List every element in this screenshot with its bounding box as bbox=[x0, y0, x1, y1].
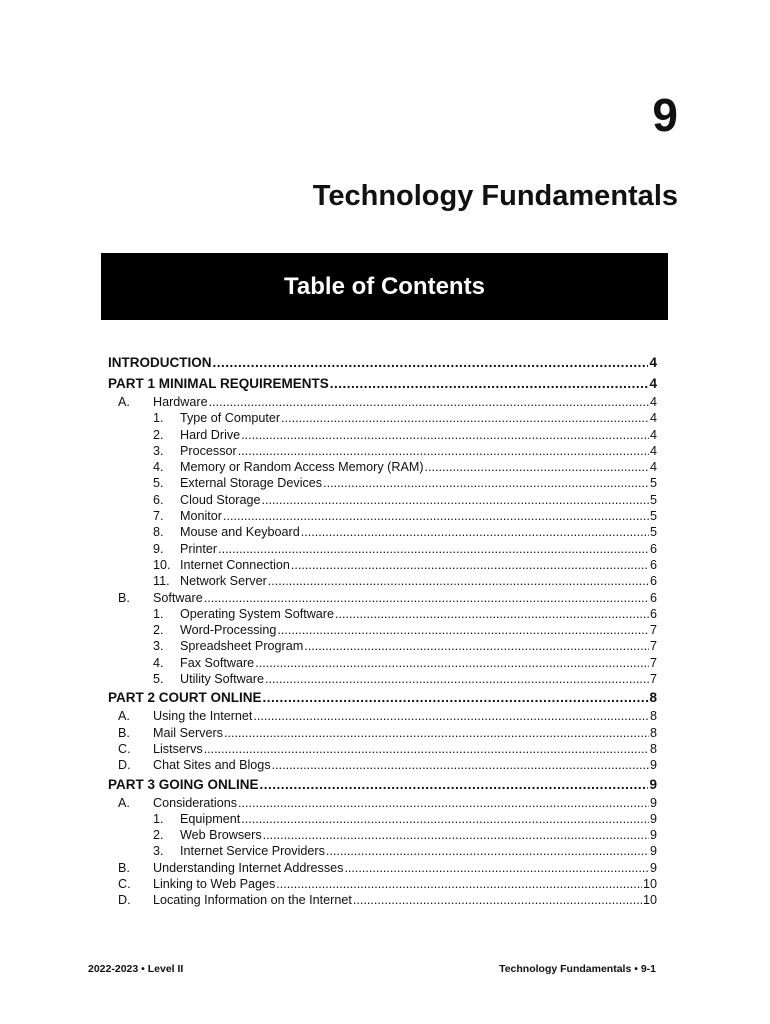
toc-entry-number: 3. bbox=[153, 639, 164, 654]
toc-dot-leader bbox=[263, 687, 649, 708]
toc-entry-page: 9 bbox=[649, 776, 657, 792]
toc-entry-page: 4 bbox=[649, 355, 657, 370]
toc-entry[interactable] bbox=[108, 687, 657, 708]
toc-entry-number: 2. bbox=[153, 828, 164, 843]
toc-dot-leader bbox=[204, 590, 649, 606]
toc-entry-label: Spreadsheet Program bbox=[180, 639, 304, 654]
toc-dot-leader bbox=[277, 622, 649, 638]
toc-entry-page: 9 bbox=[649, 844, 657, 859]
toc-dot-leader bbox=[265, 671, 649, 687]
toc-entry-label: Understanding Internet Addresses bbox=[153, 860, 344, 875]
toc-entry-label: Locating Information on the Internet bbox=[153, 893, 352, 908]
chapter-number: 9 bbox=[652, 89, 678, 141]
toc-entry[interactable] bbox=[108, 892, 657, 908]
toc-dot-leader bbox=[330, 373, 649, 394]
toc-dot-leader bbox=[291, 557, 649, 573]
toc-entry-page: 5 bbox=[649, 476, 657, 491]
toc-entry-page: 9 bbox=[649, 860, 657, 875]
toc-entry-page: 7 bbox=[649, 672, 657, 687]
toc-entry-label: Operating System Software bbox=[180, 606, 334, 621]
toc-entry-page: 9 bbox=[649, 828, 657, 843]
toc-dot-leader bbox=[344, 860, 649, 876]
toc-entry-page: 8 bbox=[649, 725, 657, 740]
toc-entry-label: INTRODUCTION bbox=[108, 355, 212, 370]
toc-entry-label: Network Server bbox=[180, 574, 267, 589]
toc-entry-number: 4. bbox=[153, 655, 164, 670]
toc-entry-number: B. bbox=[118, 725, 130, 740]
toc-dot-leader bbox=[241, 427, 649, 443]
toc-entry-label: Chat Sites and Blogs bbox=[153, 758, 271, 773]
toc-entry-label: PART 1 MINIMAL REQUIREMENTS bbox=[108, 376, 329, 391]
toc-entry-label: Type of Computer bbox=[180, 411, 281, 426]
toc-dot-leader bbox=[353, 892, 642, 908]
chapter-title: Technology Fundamentals bbox=[312, 180, 678, 212]
toc-entry-page: 9 bbox=[649, 811, 657, 826]
toc-entry-page: 10 bbox=[642, 877, 657, 892]
toc-entry-number: C. bbox=[118, 741, 131, 756]
toc-entry-page: 8 bbox=[649, 690, 657, 706]
toc-entry-number: 10. bbox=[153, 557, 171, 572]
toc-entry-page: 7 bbox=[649, 655, 657, 670]
toc-entry-label: Memory or Random Access Memory (RAM) bbox=[180, 460, 424, 475]
toc-entry-label: Internet Service Providers bbox=[180, 844, 325, 859]
toc-entry-page: 9 bbox=[649, 758, 657, 773]
toc-entry-page: 5 bbox=[649, 492, 657, 507]
toc-entry[interactable] bbox=[108, 795, 657, 811]
toc-entry-page: 9 bbox=[649, 795, 657, 810]
toc-entry[interactable] bbox=[108, 443, 657, 459]
toc-entry-label: Internet Connection bbox=[180, 557, 290, 572]
toc-entry-label: Considerations bbox=[153, 795, 238, 810]
toc-entry[interactable] bbox=[108, 811, 657, 827]
toc-entry[interactable] bbox=[108, 492, 657, 508]
toc-dot-leader bbox=[218, 541, 649, 557]
toc-dot-leader bbox=[272, 757, 649, 773]
toc-entry[interactable] bbox=[108, 876, 657, 892]
toc-dot-leader bbox=[276, 876, 642, 892]
toc-entry-number: D. bbox=[118, 893, 131, 908]
toc-entry-number: 3. bbox=[153, 443, 164, 458]
toc-entry-number: 2. bbox=[153, 623, 164, 638]
toc-entry[interactable] bbox=[108, 557, 657, 573]
toc-entry-page: 8 bbox=[649, 741, 657, 756]
toc-entry[interactable] bbox=[108, 655, 657, 671]
toc-entry-label: Hard Drive bbox=[180, 427, 241, 442]
toc-entry-number: 7. bbox=[153, 509, 164, 524]
toc-entry-number: 5. bbox=[153, 476, 164, 491]
toc-entry-number: B. bbox=[118, 860, 130, 875]
toc-dot-leader bbox=[241, 811, 649, 827]
toc-entry[interactable] bbox=[108, 459, 657, 475]
toc-entry-label: PART 2 COURT ONLINE bbox=[108, 690, 262, 706]
table-of-contents bbox=[108, 352, 657, 909]
toc-entry[interactable] bbox=[108, 541, 657, 557]
toc-dot-leader bbox=[281, 410, 649, 426]
toc-entry-number: 8. bbox=[153, 525, 164, 540]
toc-dot-leader bbox=[323, 475, 649, 491]
toc-entry-label: Word-Processing bbox=[180, 623, 277, 638]
toc-entry-label: Using the Internet bbox=[153, 709, 253, 724]
toc-entry-page: 4 bbox=[649, 411, 657, 426]
toc-entry[interactable] bbox=[108, 475, 657, 491]
toc-dot-leader bbox=[238, 795, 649, 811]
toc-entry-number: 1. bbox=[153, 811, 164, 826]
toc-entry[interactable] bbox=[108, 622, 657, 638]
toc-entry-label: Linking to Web Pages bbox=[153, 877, 276, 892]
toc-entry[interactable] bbox=[108, 860, 657, 876]
toc-entry-label: Utility Software bbox=[180, 672, 264, 687]
toc-entry[interactable] bbox=[108, 757, 657, 773]
toc-dot-leader bbox=[301, 524, 649, 540]
toc-dot-leader bbox=[425, 459, 649, 475]
toc-entry-label: Monitor bbox=[180, 509, 222, 524]
toc-dot-leader bbox=[209, 394, 649, 410]
toc-entry[interactable] bbox=[108, 725, 657, 741]
toc-dot-leader bbox=[204, 741, 649, 757]
toc-entry[interactable] bbox=[108, 373, 657, 394]
toc-entry-number: 9. bbox=[153, 541, 164, 556]
toc-entry-number: 6. bbox=[153, 492, 164, 507]
toc-entry-label: Printer bbox=[180, 541, 218, 556]
toc-entry[interactable] bbox=[108, 741, 657, 757]
toc-entry-label: Mouse and Keyboard bbox=[180, 525, 300, 540]
toc-entry[interactable] bbox=[108, 638, 657, 654]
toc-dot-leader bbox=[224, 725, 649, 741]
toc-entry[interactable] bbox=[108, 774, 657, 795]
toc-entry-label: Software bbox=[153, 590, 203, 605]
toc-entry-page: 5 bbox=[649, 509, 657, 524]
toc-entry-label: Hardware bbox=[153, 395, 208, 409]
toc-entry-number: 5. bbox=[153, 672, 164, 687]
toc-entry[interactable] bbox=[108, 524, 657, 540]
toc-entry-label: PART 3 GOING ONLINE bbox=[108, 776, 259, 792]
toc-entry-number: 3. bbox=[153, 844, 164, 859]
toc-entry-number: 2. bbox=[153, 427, 164, 442]
toc-dot-leader bbox=[260, 774, 649, 795]
toc-dot-leader bbox=[253, 708, 649, 724]
toc-entry-page: 6 bbox=[649, 606, 657, 621]
toc-entry-number: 1. bbox=[153, 606, 164, 621]
toc-entry-label: External Storage Devices bbox=[180, 476, 323, 491]
toc-entry-page: 5 bbox=[649, 525, 657, 540]
toc-entry[interactable] bbox=[108, 671, 657, 687]
toc-entry-page: 4 bbox=[649, 460, 657, 475]
toc-entry-page: 4 bbox=[649, 395, 657, 409]
toc-entry-number: C. bbox=[118, 877, 131, 892]
footer-right: Technology Fundamentals • 9-1 bbox=[499, 963, 656, 975]
toc-entry[interactable] bbox=[108, 827, 657, 843]
toc-entry-label: Web Browsers bbox=[180, 828, 262, 843]
toc-entry-page: 6 bbox=[649, 541, 657, 556]
toc-entry[interactable] bbox=[108, 508, 657, 524]
toc-dot-leader bbox=[304, 638, 649, 654]
toc-dot-leader bbox=[335, 606, 649, 622]
toc-entry-page: 8 bbox=[649, 709, 657, 724]
toc-entry[interactable] bbox=[108, 843, 657, 859]
toc-entry-label: Mail Servers bbox=[153, 725, 223, 740]
toc-entry[interactable] bbox=[108, 352, 657, 373]
toc-entry-number: B. bbox=[118, 590, 130, 605]
toc-entry-page: 6 bbox=[649, 590, 657, 605]
toc-entry-page: 7 bbox=[649, 623, 657, 638]
toc-entry-label: Fax Software bbox=[180, 655, 255, 670]
toc-dot-leader bbox=[255, 655, 649, 671]
toc-dot-leader bbox=[263, 827, 649, 843]
toc-entry-number: D. bbox=[118, 758, 131, 773]
toc-entry[interactable] bbox=[108, 606, 657, 622]
footer-left: 2022-2023 • Level II bbox=[88, 963, 184, 975]
toc-entry-label: Equipment bbox=[180, 811, 241, 826]
toc-entry-page: 4 bbox=[649, 427, 657, 442]
toc-entry[interactable] bbox=[108, 573, 657, 589]
toc-entry-page: 10 bbox=[642, 893, 657, 908]
toc-entry-number: A. bbox=[118, 795, 130, 810]
toc-dot-leader bbox=[238, 443, 649, 459]
toc-dot-leader bbox=[268, 573, 649, 589]
toc-entry-page: 4 bbox=[649, 443, 657, 458]
toc-banner bbox=[101, 253, 668, 320]
toc-entry-number: 4. bbox=[153, 460, 164, 475]
toc-entry-page: 4 bbox=[649, 376, 657, 391]
toc-entry-number: 11. bbox=[153, 574, 170, 589]
toc-dot-leader bbox=[213, 352, 649, 373]
toc-banner-title: Table of Contents bbox=[284, 272, 485, 300]
toc-entry-page: 7 bbox=[649, 639, 657, 654]
toc-entry[interactable] bbox=[108, 708, 657, 724]
toc-entry-label: Cloud Storage bbox=[180, 492, 261, 507]
toc-entry-label: Processor bbox=[180, 443, 237, 458]
toc-dot-leader bbox=[262, 492, 649, 508]
toc-entry[interactable] bbox=[108, 590, 657, 606]
toc-dot-leader bbox=[223, 508, 649, 524]
toc-entry-number: A. bbox=[118, 709, 130, 724]
toc-entry-page: 6 bbox=[649, 557, 657, 572]
toc-entry-label: Listservs bbox=[153, 741, 203, 756]
toc-dot-leader bbox=[326, 843, 649, 859]
toc-entry-number: A. bbox=[118, 395, 130, 409]
toc-entry-number: 1. bbox=[153, 411, 164, 426]
toc-entry[interactable] bbox=[108, 394, 657, 410]
toc-entry[interactable] bbox=[108, 427, 657, 443]
toc-entry-page: 6 bbox=[649, 574, 657, 589]
toc-entry[interactable] bbox=[108, 410, 657, 426]
